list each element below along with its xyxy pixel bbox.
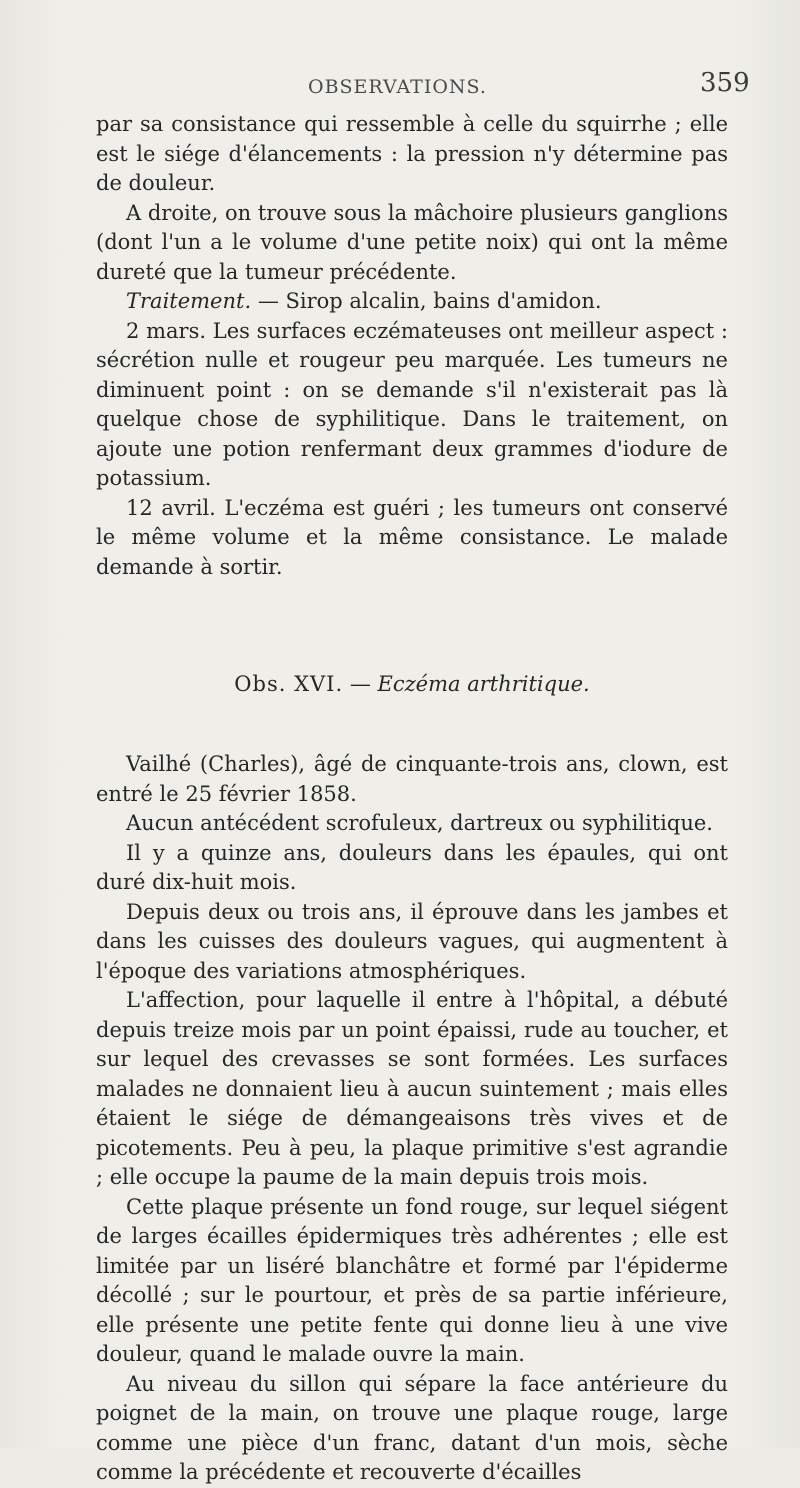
paragraph: par sa consistance qui ressemble à celle du squirrhe ; elle est le siége d'élancements : la pression n'y détermine pas de douleur. [96,112,728,195]
treatment-label: Traitement. [126,289,252,313]
observation-xvi-body [96,750,728,1488]
page-number: 359 [700,68,750,98]
treatment-paragraph [96,287,728,317]
paragraph: Vailhé (Charles), âgé de cinquante-trois ans, clown, est entré le 25 février 1858. [96,752,728,806]
observation-xv-continuation [96,110,728,582]
observation-heading [96,670,728,700]
heading-dash: — [343,672,378,696]
paragraph: Au niveau du sillon qui sépare la face antérieure du poignet de la main, on trouve une plaque rouge, large comme une pièce d'un franc, datant d'un mois, sèche comme la précédente et recouverte d'écailles [96,1371,728,1484]
paragraph: Cette plaque présente un fond rouge, sur lequel siégent de larges écailles épidermiques très adhérentes ; elle est limitée par un liséré blanchâtre et formé par l'épiderme décollé ; sur le pourtour, et près de sa partie inférieure, elle présente une petite fente qui donne lieu à une vive douleur, quand le malade ouvre la main. [96,1194,728,1366]
running-title: OBSERVATIONS. [308,76,487,98]
paragraph: L'affection, pour laquelle il entre à l'hôpital, a débuté depuis treize mois par un point épaissi, rude au toucher, et sur lequel des crevasses se sont formées. Les surfaces malades ne donnaient lieu à aucun suintement ; mais elles étaient le siége de démangeaisons très vives et de picotements. Peu à peu, la plaque primitive s'est agrandie ; elle occupe la paume de la main depuis trois mois. [96,988,728,1189]
paragraph: A droite, on trouve sous la mâchoire plusieurs ganglions (dont l'un a le volume d'une petite noix) qui ont la même dureté que la tumeur précédente. [96,200,728,284]
observation-label: Obs. XVI. [234,672,344,696]
paragraph: Aucun antécédent scrofuleux, dartreux ou syphilitique. [126,811,713,835]
paragraph: Depuis deux ou trois ans, il éprouve dans les jambes et dans les cuisses des douleurs vagues, qui augmentent à l'époque des variations atmosphériques. [96,899,728,983]
paragraph: 2 mars. Les surfaces eczémateuses ont meilleur aspect : sécrétion nulle et rougeur peu marquée. Les tumeurs ne diminuent point : on se demande s'il n'existerait pas là quelque chose de syphilitique. Dans le traitement, on ajoute une potion renfermant deux grammes d'iodure de potassium. [96,318,728,490]
paragraph: 12 avril. L'eczéma est guéri ; les tumeurs ont conservé le même volume et la même consistance. Le malade demande à sortir. [96,495,728,579]
observation-subtitle: Eczéma arthritique. [377,672,590,696]
treatment-text: — Sirop alcalin, bains d'amidon. [251,289,602,313]
paragraph: Il y a quinze ans, douleurs dans les épaules, qui ont duré dix-huit mois. [96,840,728,894]
